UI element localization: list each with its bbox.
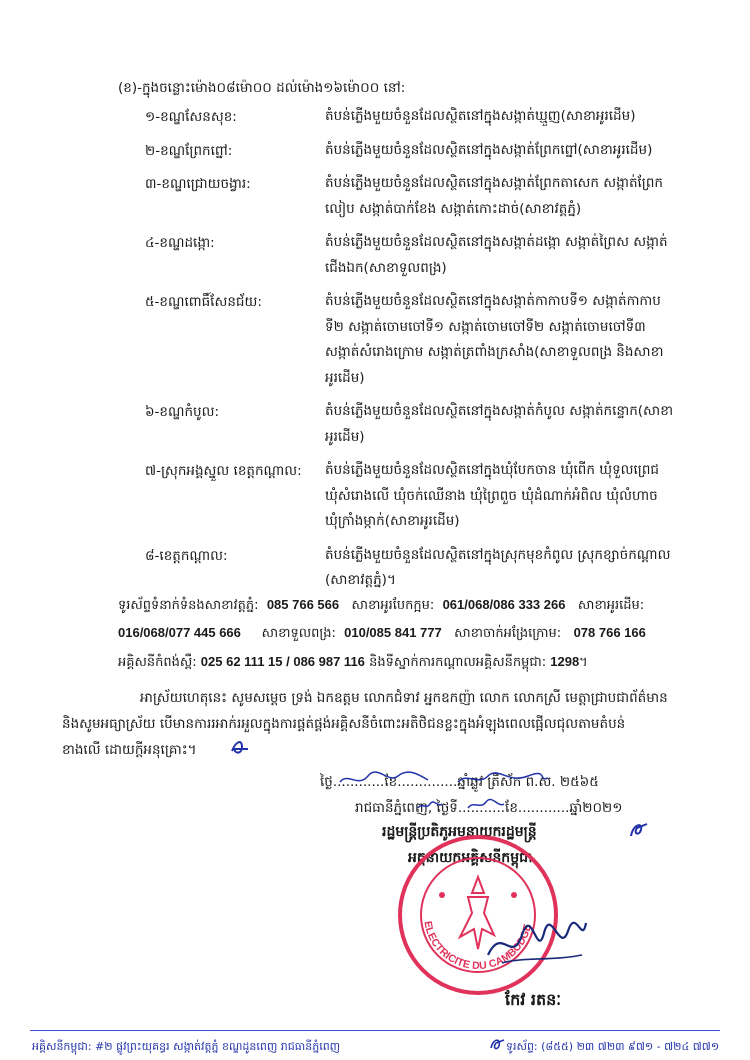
entry-description-line: ឃុំសំរោងលើ ឃុំចក់ឈើនាង ឃុំព្រៃពួច ឃុំដំណាក់អំពិល ឃុំលំហាច xyxy=(325,487,658,504)
stamp-text: ELECTRICITE DU CAMBODGE xyxy=(421,920,535,973)
hq-end: ។ xyxy=(579,655,588,670)
entry-description-line: តំបន់ភ្លើងមួយចំនួនដែលស្ថិតនៅក្នុងសង្កាត់កំបូល សង្កាត់កន្ទោក(សាខា xyxy=(325,403,674,419)
entry-label: ៣-ខណ្ឌជ្រោយចង្វារ: xyxy=(145,176,251,192)
entry-description-line: តំបន់ភ្លើងមួយចំនួនដែលស្ថិតនៅក្នុងសង្កាត់ព្រែកព្នៅ(សាខាអូរដើម) xyxy=(325,141,653,158)
phone-hq: 025 62 111 15 / 086 987 116 xyxy=(200,654,365,669)
handwritten-footer-mark-icon xyxy=(488,1034,506,1054)
phone-chbarampov: 078 766 166 xyxy=(573,625,646,640)
closing-line-1: អាស្រ័យហេតុនេះ សូមសម្ដេច ទ្រង់ ឯកឧត្ដម លោកជំទាវ អ្នកឧកញ៉ា លោក លោកស្រី មេត្តាជ្រាបជាព័ត៌មាន xyxy=(140,690,668,706)
entry-description-line: តំបន់ភ្លើងមួយចំនួនដែលស្ថិតនៅក្នុងសង្កាត់ព្រែកតាសេក សង្កាត់ព្រែក xyxy=(325,175,663,191)
section-heading: (ខ)-ក្នុងចន្លោះម៉ោង០៨ម៉ោ០០ ដល់ម៉ោង១៦ម៉ោ០០ នៅ: xyxy=(118,80,406,96)
oreudom-label: សាខាអូរដើម: xyxy=(577,598,645,613)
oreikeo-label: សាខាអូរបែកក្អម: xyxy=(351,598,435,613)
handwritten-mark-icon xyxy=(228,737,254,759)
phone-oreudom: 016/068/077 445 666 xyxy=(118,625,241,640)
footer-rule xyxy=(30,1030,720,1031)
entry-description-line: ជើងឯក(សាខាទួលពង្រ) xyxy=(325,259,447,276)
contacts-line-1 xyxy=(118,597,644,614)
phone-oreikeo: 061/068/086 333 266 xyxy=(442,597,566,612)
signatory-name: កែវ រតនៈ xyxy=(505,990,562,1009)
entry-description-line: តំបន់ភ្លើងមួយចំនួនដែលស្ថិតនៅក្នុងសង្កាត់ឃ្មួញ(សាខាអូរដើម) xyxy=(325,108,636,124)
entry-description-line: តំបន់ភ្លើងមួយចំនួនដែលស្ថិតនៅក្នុងឃុំបែកចាន ឃុំពើក ឃុំទួលព្រេជ xyxy=(325,462,659,478)
entry-description-line: តំបន់ភ្លើងមួយចំនួនដែលស្ថិតនៅក្នុងស្រុកមុខកំពូល ស្រុកខ្សាច់កណ្ដាល xyxy=(325,546,671,563)
contacts-intro: ទូរស័ព្ទទំនាក់ទំនងសាខាវត្តភ្នំ: xyxy=(118,598,259,613)
entry-label: ២-ខណ្ឌព្រែកព្នៅ: xyxy=(145,142,233,159)
footer-address: អគ្គិសនីកម្ពុជា: #២ ផ្លូវព្រះយុគន្ធរ សង្កាត់វត្តភ្នំ ខណ្ឌដូនពេញ រាជធានីភ្នំពេញ xyxy=(32,1040,341,1053)
entry-label: ៤-ខណ្ឌដង្កោ: xyxy=(145,235,215,251)
contacts-line-2 xyxy=(118,625,646,642)
entry-description-line: (សាខាវត្តភ្នំ)។ xyxy=(325,572,396,588)
phone-toulpong: 010/085 841 777 xyxy=(344,625,442,640)
entry-description-line: ឃុំក្រាំងម្កាក់(សាខាអូរដើម) xyxy=(325,513,460,529)
closing-line-3: ខាងលើ ដោយក្ដីអនុគ្រោះ។ xyxy=(62,742,197,758)
entry-label: ៦-ខណ្ឌកំបូល: xyxy=(145,404,220,420)
entry-description-line: តំបន់ភ្លើងមួយចំនួនដែលស្ថិតនៅក្នុងសង្កាត់ដង្កោ សង្កាត់ព្រៃស សង្កាត់ xyxy=(325,234,668,250)
entry-description-line: តំបន់ភ្លើងមួយចំនួនដែលស្ថិតនៅក្នុងសង្កាត់កាកាបទី១ សង្កាត់កាកាប xyxy=(325,293,661,309)
entry-label: ៧-ស្រុកអង្គស្នួល ខេត្តកណ្ដាល: xyxy=(145,463,302,479)
entry-label: ១-ខណ្ឌសែនសុខ: xyxy=(145,109,237,125)
phone-watphnom: 085 766 566 xyxy=(266,597,340,612)
entry-description-line: លៀប សង្កាត់បាក់ខែង សង្កាត់កោះដាច់(សាខាវត្តភ្នំ) xyxy=(325,200,582,217)
hq-tail: និងទីស្នាក់ការកណ្ដាលអគ្គិសនីកម្ពុជា: xyxy=(369,655,547,670)
signature-title-2: អគ្គនាយកអគ្គិសនីកម្ពុជា xyxy=(408,850,533,866)
closing-line-2: និងសូមអធ្យាស្រ័យ បើមានការរអាក់រអួលក្នុងការផ្គត់ផ្គង់អគ្គិសនីចំពោះអតិថិជនខ្លះក្នុងអំឡុងពេលផ្អើលជុលតាមតំបន់ xyxy=(62,716,626,732)
handwritten-date-marks-icon xyxy=(338,770,668,818)
entry-label: ៥-ខណ្ឌពោធិ៍សែនជ័យ: xyxy=(145,294,262,310)
signature-title-1: រដ្ឋមន្ត្រីប្រតិភូអមនាយករដ្ឋមន្ត្រី xyxy=(382,824,537,840)
entry-description-line: អូរដើម) xyxy=(325,369,365,386)
date-solar: រាជធានីភ្នំពេញ, ថ្ងៃទី...........ខែ............ឆ្នាំ២០២១ xyxy=(355,800,623,816)
contacts-line-3 xyxy=(118,654,588,671)
date-lunar: ថ្ងៃ............ខែ..............ឆ្នាំឆ្លូវ ត្រីស័ក ព.ស. ២៥៦៥ xyxy=(320,774,599,790)
entry-description-line: ទី២ សង្កាត់ចោមចៅទី១ សង្កាត់ចោមចៅទី២ សង្កាត់ចោមចៅទី៣ xyxy=(325,318,646,335)
initial-mark-icon xyxy=(627,818,651,842)
footer-phone: ទូរស័ព្ទ: (៨៥៥) ២៣ ៧២៣ ៩៧១ - ៧២៤ ៧៧១ xyxy=(506,1040,720,1053)
chbarampov-label: សាខាចាក់អង្រែក្រោម: xyxy=(454,626,562,641)
entry-description-line: សង្កាត់សំរោងក្រោម សង្កាត់ត្រពាំងក្រសាំង(សាខាទួលពង្រ និងសាខា xyxy=(325,344,664,360)
entry-label: ៨-ខេត្តកណ្ដាល: xyxy=(145,547,228,564)
hq-label: អគ្គិសនីកំពង់ស្ពឺ: xyxy=(118,655,197,670)
entry-description-line: អូរដើម) xyxy=(325,428,365,445)
signature-icon xyxy=(482,915,592,975)
toulpong-label: សាខាទួលពង្រ: xyxy=(261,626,336,641)
hotline: 1298 xyxy=(550,654,580,669)
